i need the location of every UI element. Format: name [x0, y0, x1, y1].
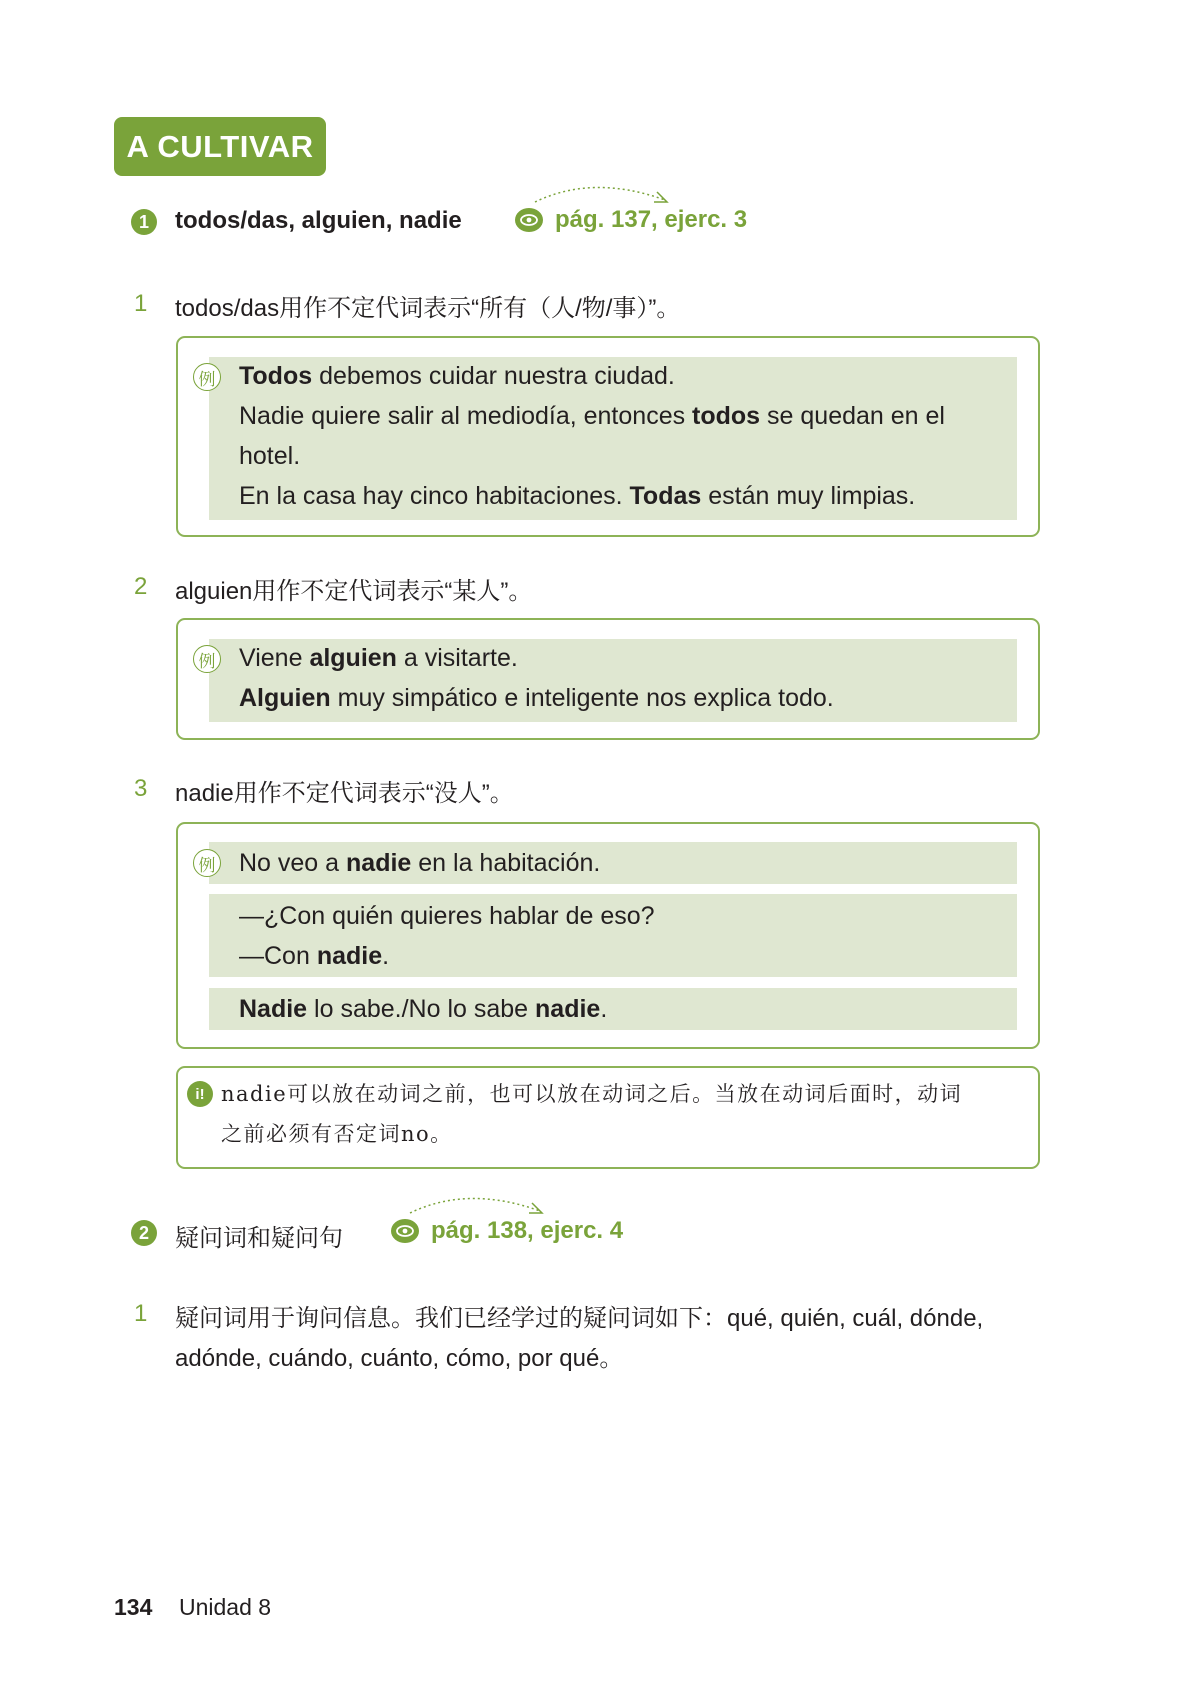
example-line: —Con nadie.	[239, 942, 390, 970]
example-line: Alguien muy simpático e inteligente nos explica todo.	[239, 684, 834, 712]
note-line: 之前必须有否定词no。	[221, 1122, 453, 1146]
example-box	[176, 336, 1040, 537]
curved-arrow-icon	[533, 178, 673, 208]
example-icon: 例	[193, 849, 221, 877]
section-title: A CULTIVAR	[114, 117, 326, 176]
example-line: —¿Con quién quieres hablar de eso?	[239, 902, 655, 930]
example-box	[176, 618, 1040, 740]
item-text: alguien用作不定代词表示“某人”。	[175, 578, 533, 605]
reference-text: pág. 138, ejerc. 4	[431, 1217, 624, 1244]
exercise-reference-link[interactable]	[515, 206, 747, 234]
example-line: En la casa hay cinco habitaciones. Todas están muy limpias.	[239, 482, 916, 510]
eye-icon	[391, 1219, 419, 1243]
item-number: 3	[134, 775, 148, 802]
example-line: Nadie quiere salir al mediodía, entonces todos se quedan en el	[239, 402, 945, 430]
item-text: 疑问词用于询问信息。我们已经学过的疑问词如下：qué, quién, cuál, dónde,	[175, 1305, 984, 1332]
example-icon: 例	[193, 645, 221, 673]
unit-label: Unidad 8	[179, 1594, 272, 1620]
exercise-reference-link[interactable]	[391, 1217, 623, 1245]
item-text: todos/das用作不定代词表示“所有（人/物/事）”。	[175, 295, 681, 322]
note-box	[176, 1066, 1040, 1169]
topic-number: 2	[131, 1220, 157, 1246]
example-icon: 例	[193, 363, 221, 391]
example-line: Nadie lo sabe./No lo sabe nadie.	[239, 995, 608, 1023]
item-text: adónde, cuándo, cuánto, cómo, por qué。	[175, 1345, 624, 1372]
example-line: Viene alguien a visitarte.	[239, 644, 518, 672]
example-line: hotel.	[239, 442, 301, 470]
info-icon: i!	[187, 1081, 213, 1107]
curved-arrow-icon	[408, 1189, 548, 1219]
note-line: nadie可以放在动词之前，也可以放在动词之后。当放在动词后面时，动词	[221, 1082, 963, 1106]
item-number: 2	[134, 573, 148, 600]
item-number: 1	[134, 290, 148, 317]
eye-icon	[515, 208, 543, 232]
example-box	[176, 822, 1040, 1049]
reference-text: pág. 137, ejerc. 3	[555, 206, 748, 233]
item-number: 1	[134, 1300, 148, 1327]
item-text: nadie用作不定代词表示“没人”。	[175, 780, 514, 807]
topic-number: 1	[131, 209, 157, 235]
topic-title: 疑问词和疑问句	[175, 1224, 343, 1252]
example-line: Todos debemos cuidar nuestra ciudad.	[239, 362, 675, 390]
example-line: No veo a nadie en la habitación.	[239, 849, 601, 877]
page-number: 134	[114, 1594, 153, 1620]
topic-title: todos/das, alguien, nadie	[175, 207, 462, 234]
